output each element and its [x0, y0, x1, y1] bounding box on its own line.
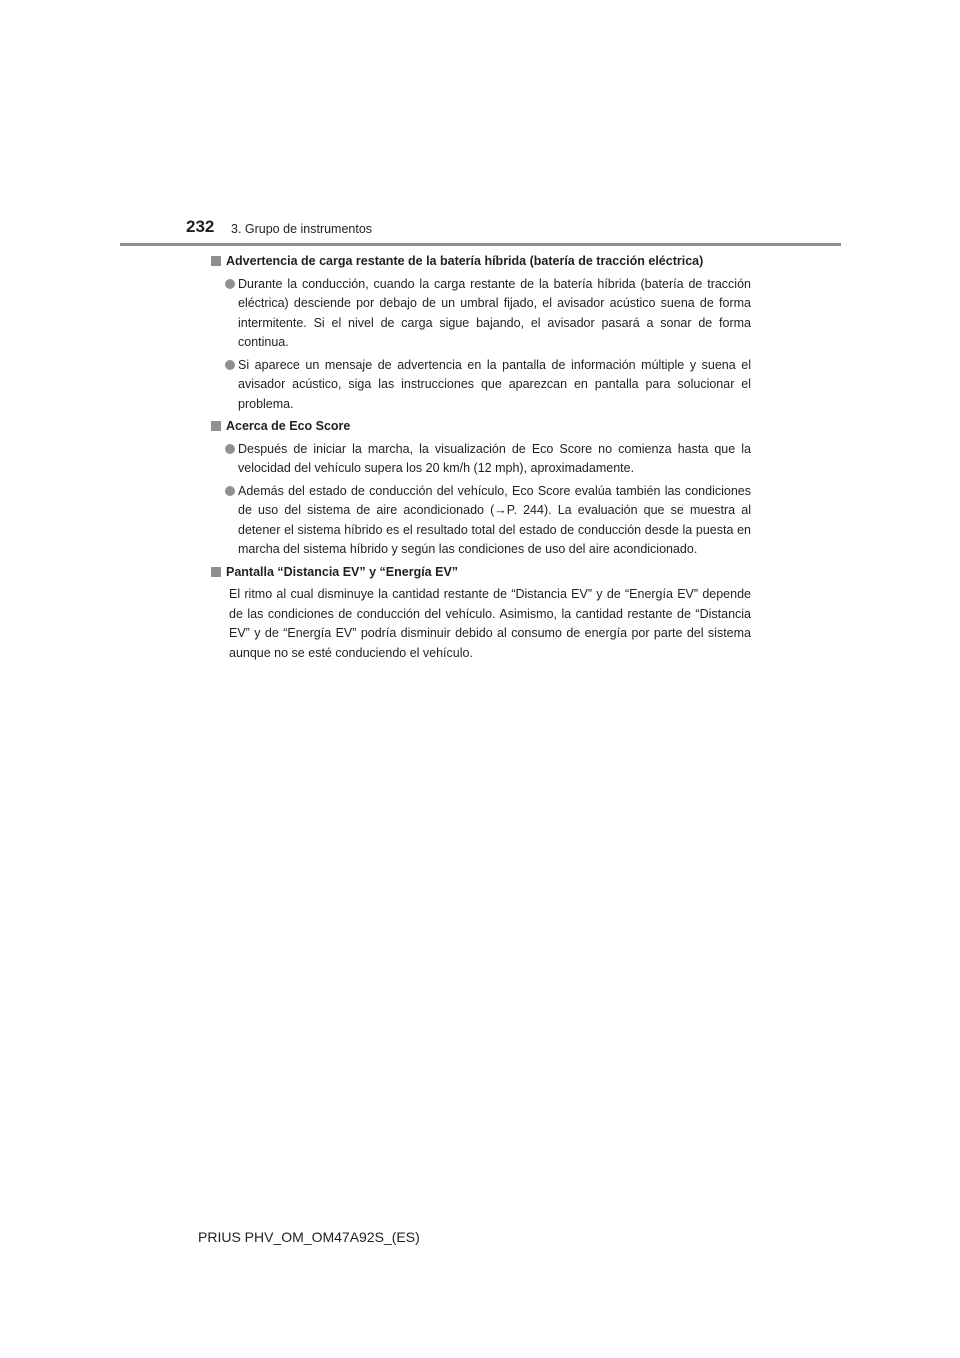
section-paragraph: El ritmo al cual disminuye la cantidad restante de “Distancia EV” y de “Energía EV” depende de las condiciones de conducción del vehículo. Asimismo, la cantidad restante de “Distancia EV” y de “Energía EV” podría disminuir debido al consumo de energía por parte del sistema aunque no se esté conduciendo el vehículo. — [229, 587, 751, 660]
section-ev-display — [211, 563, 751, 664]
list-item — [211, 482, 751, 560]
list-item-text: Además del estado de conducción del vehículo, Eco Score evalúa también las condiciones de uso del sistema de aire acondicionado (→P. 244). La evaluación que se muestra al detener el sistema híbrido es el resultado total del estado de conducción desde la puesta en marcha del sistema híbrido y según las condiciones de uso del aire acondicionado. — [238, 483, 751, 556]
chapter-title: 3. Grupo de instrumentos — [231, 222, 373, 236]
list-item-text: Si aparece un mensaje de advertencia en la pantalla de información múltiple y suena el avisador acústico, siga las instrucciones que aparezcan en pantalla para solucionar el problema. — [238, 357, 751, 411]
square-bullet-icon — [211, 256, 221, 266]
document-code: PRIUS PHV_OM_OM47A92S_(ES) — [198, 1229, 420, 1245]
section-eco-score — [211, 417, 751, 560]
circle-bullet-icon — [225, 444, 235, 454]
circle-bullet-icon — [225, 279, 235, 289]
section-title — [211, 563, 751, 583]
list-item — [211, 356, 751, 415]
page-number: 232 — [186, 217, 215, 236]
section-battery-warning — [211, 252, 751, 414]
list-item-text: Durante la conducción, cuando la carga restante de la batería híbrida (batería de tracción eléctrica) desciende por debajo de un umbral fijado, el avisador acústico suena de forma intermitente. Si el nivel de carga sigue bajando, el avisador pasará a sonar de forma continua. — [238, 276, 751, 349]
list-item — [211, 275, 751, 353]
header-divider — [120, 243, 841, 246]
square-bullet-icon — [211, 567, 221, 577]
page-content — [211, 252, 751, 666]
section-title-text: Acerca de Eco Score — [226, 419, 351, 433]
section-title-text: Advertencia de carga restante de la batería híbrida (batería de tracción eléctrica) — [226, 254, 704, 268]
circle-bullet-icon — [225, 360, 235, 370]
list-item-text: Después de iniciar la marcha, la visualización de Eco Score no comienza hasta que la velocidad del vehículo supera los 20 km/h (12 mph), aproximadamente. — [238, 441, 751, 475]
square-bullet-icon — [211, 421, 221, 431]
section-title — [211, 417, 751, 437]
section-title — [211, 252, 751, 272]
circle-bullet-icon — [225, 486, 235, 496]
list-item — [211, 440, 751, 479]
section-title-text: Pantalla “Distancia EV” y “Energía EV” — [226, 564, 459, 579]
